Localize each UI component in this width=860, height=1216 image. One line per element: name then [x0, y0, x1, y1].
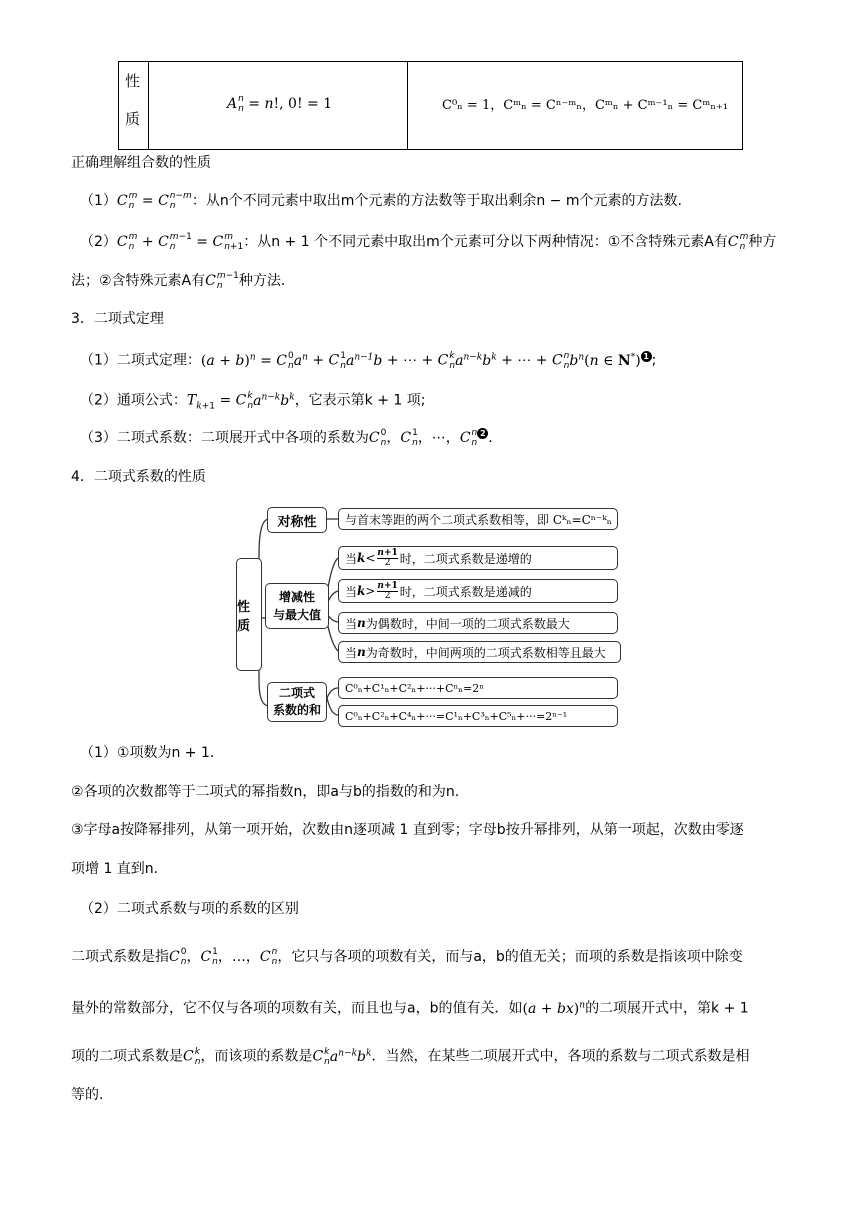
permutation-cell — [149, 62, 408, 149]
odd-leaf: 当 n 为奇数时，中间两项的二项式系数相等且最大 — [338, 641, 621, 663]
increasing-leaf: 当 k < n+1 2 时，二项式系数是递增的 — [338, 546, 618, 570]
para-line-3: 项的二项式系数是C k n ，而该项的系数是C k n $a^{n-k}b^k$．当然，在某些二项展开式中，各项的系数与二项式系数是相 — [71, 1046, 750, 1067]
branch-monotone: 增减性 与最大值 — [265, 583, 329, 629]
footnote-marker-1: 1 — [641, 351, 652, 362]
note-2: ②各项的次数都等于二项式的幂指数n，即a与b的指数的和为n. — [71, 784, 460, 800]
note-4: （2）二项式系数与项的系数的区别 — [80, 901, 299, 917]
section-3-title: 3．二项式定理 — [71, 311, 164, 327]
properties-mind-map — [235, 503, 625, 733]
sum-all-leaf: C⁰ₙ+C¹ₙ+C²ₙ+···+Cⁿₙ=2ⁿ — [338, 677, 618, 699]
row-label-char: 性 — [125, 72, 141, 90]
decreasing-leaf: 当 k > n+1 2 时，二项式系数是递减的 — [338, 579, 618, 603]
section-4-title: 4．二项式系数的性质 — [71, 469, 206, 485]
property-2-cont: 法；②含特殊元素A有C m−1 n 种方法. — [71, 271, 286, 291]
footnote-marker-2: 2 — [477, 428, 488, 439]
note-1: （1）①项数为n + 1. — [80, 745, 215, 761]
section-note: 正确理解组合数的性质 — [71, 155, 211, 171]
para-line-2: 量外的常数部分，它不仅与各项的项数有关，而且也与a，b的值有关．如(a + bx)$^n$的二项展开式中，第k + 1 — [71, 1000, 749, 1017]
general-term: （2）通项公式：$T_{k+1} = C$ k n $a^{n-k}b^k$，它表示第k + 1 项; — [80, 390, 426, 412]
even-leaf: 当 n 为偶数时，中间一项的二项式系数最大 — [338, 612, 618, 634]
symmetry-leaf: 与首末等距的两个二项式系数相等，即 Cᵏₙ=Cⁿ⁻ᵏₙ — [338, 508, 618, 530]
permutation-formula: A n n = n!, 0! = 1 — [227, 94, 333, 114]
binomial-theorem: （1）二项式定理：$(a + b)^n = C$ 0 n $a^n + C$ 1 n $a^{n-1}b$ + ⋯ + C k n $a^{n-k}b^k$ + ⋯ + C n n $b^n(n$ ∈ N*) 1 ; — [80, 350, 657, 371]
binomial-coefficients: （3）二项式系数：二项展开式中各项的系数为C 0 n ，C 1 n ，⋯，C n n 2 . — [80, 428, 493, 448]
row-label-char: 质 — [125, 110, 141, 128]
branch-symmetry: 对称性 — [267, 507, 327, 533]
properties-table — [118, 61, 743, 150]
note-3a: ③字母a按降幂排列，从第一项开始，次数由n逐项减 1 直到零；字母b按升幂排列，从第一项起，次数由零逐 — [71, 822, 744, 838]
para-line-4: 等的. — [71, 1087, 104, 1103]
combination-formula: C⁰ₙ = 1，Cᵐₙ = Cⁿ⁻ᵐₙ，Cᵐₙ + Cᵐ⁻¹ₙ = Cᵐₙ₊₁ — [442, 98, 729, 113]
sum-odd-even-leaf: C⁰ₙ+C²ₙ+C⁴ₙ+···=C¹ₙ+C³ₙ+C⁵ₙ+···=2ⁿ⁻¹ — [338, 705, 618, 727]
root-node: 性质 — [236, 558, 262, 671]
branch-sum: 二项式 系数的和 — [267, 682, 327, 722]
para-line-1: 二项式系数是指C 0 n ，C 1 n ，…，C n n ，它只与各项的项数有关，而与a，b的值无关；而项的系数是指该项中除变 — [71, 947, 743, 967]
table-row-label-cell — [119, 62, 149, 149]
property-2: （2）C m n + C m−1 n = C m n+1 ：从n + 1 个不同元素中取出m个元素可分以下两种情况：①不含特殊元素A有C m n 种方 — [80, 232, 777, 252]
combination-cell — [408, 62, 742, 149]
property-1: （1）C m n = C n−m n ：从n个不同元素中取出m个元素的方法数等于取出剩余n − m个元素的方法数. — [80, 191, 682, 211]
note-3b: 项增 1 直到n. — [71, 861, 159, 877]
